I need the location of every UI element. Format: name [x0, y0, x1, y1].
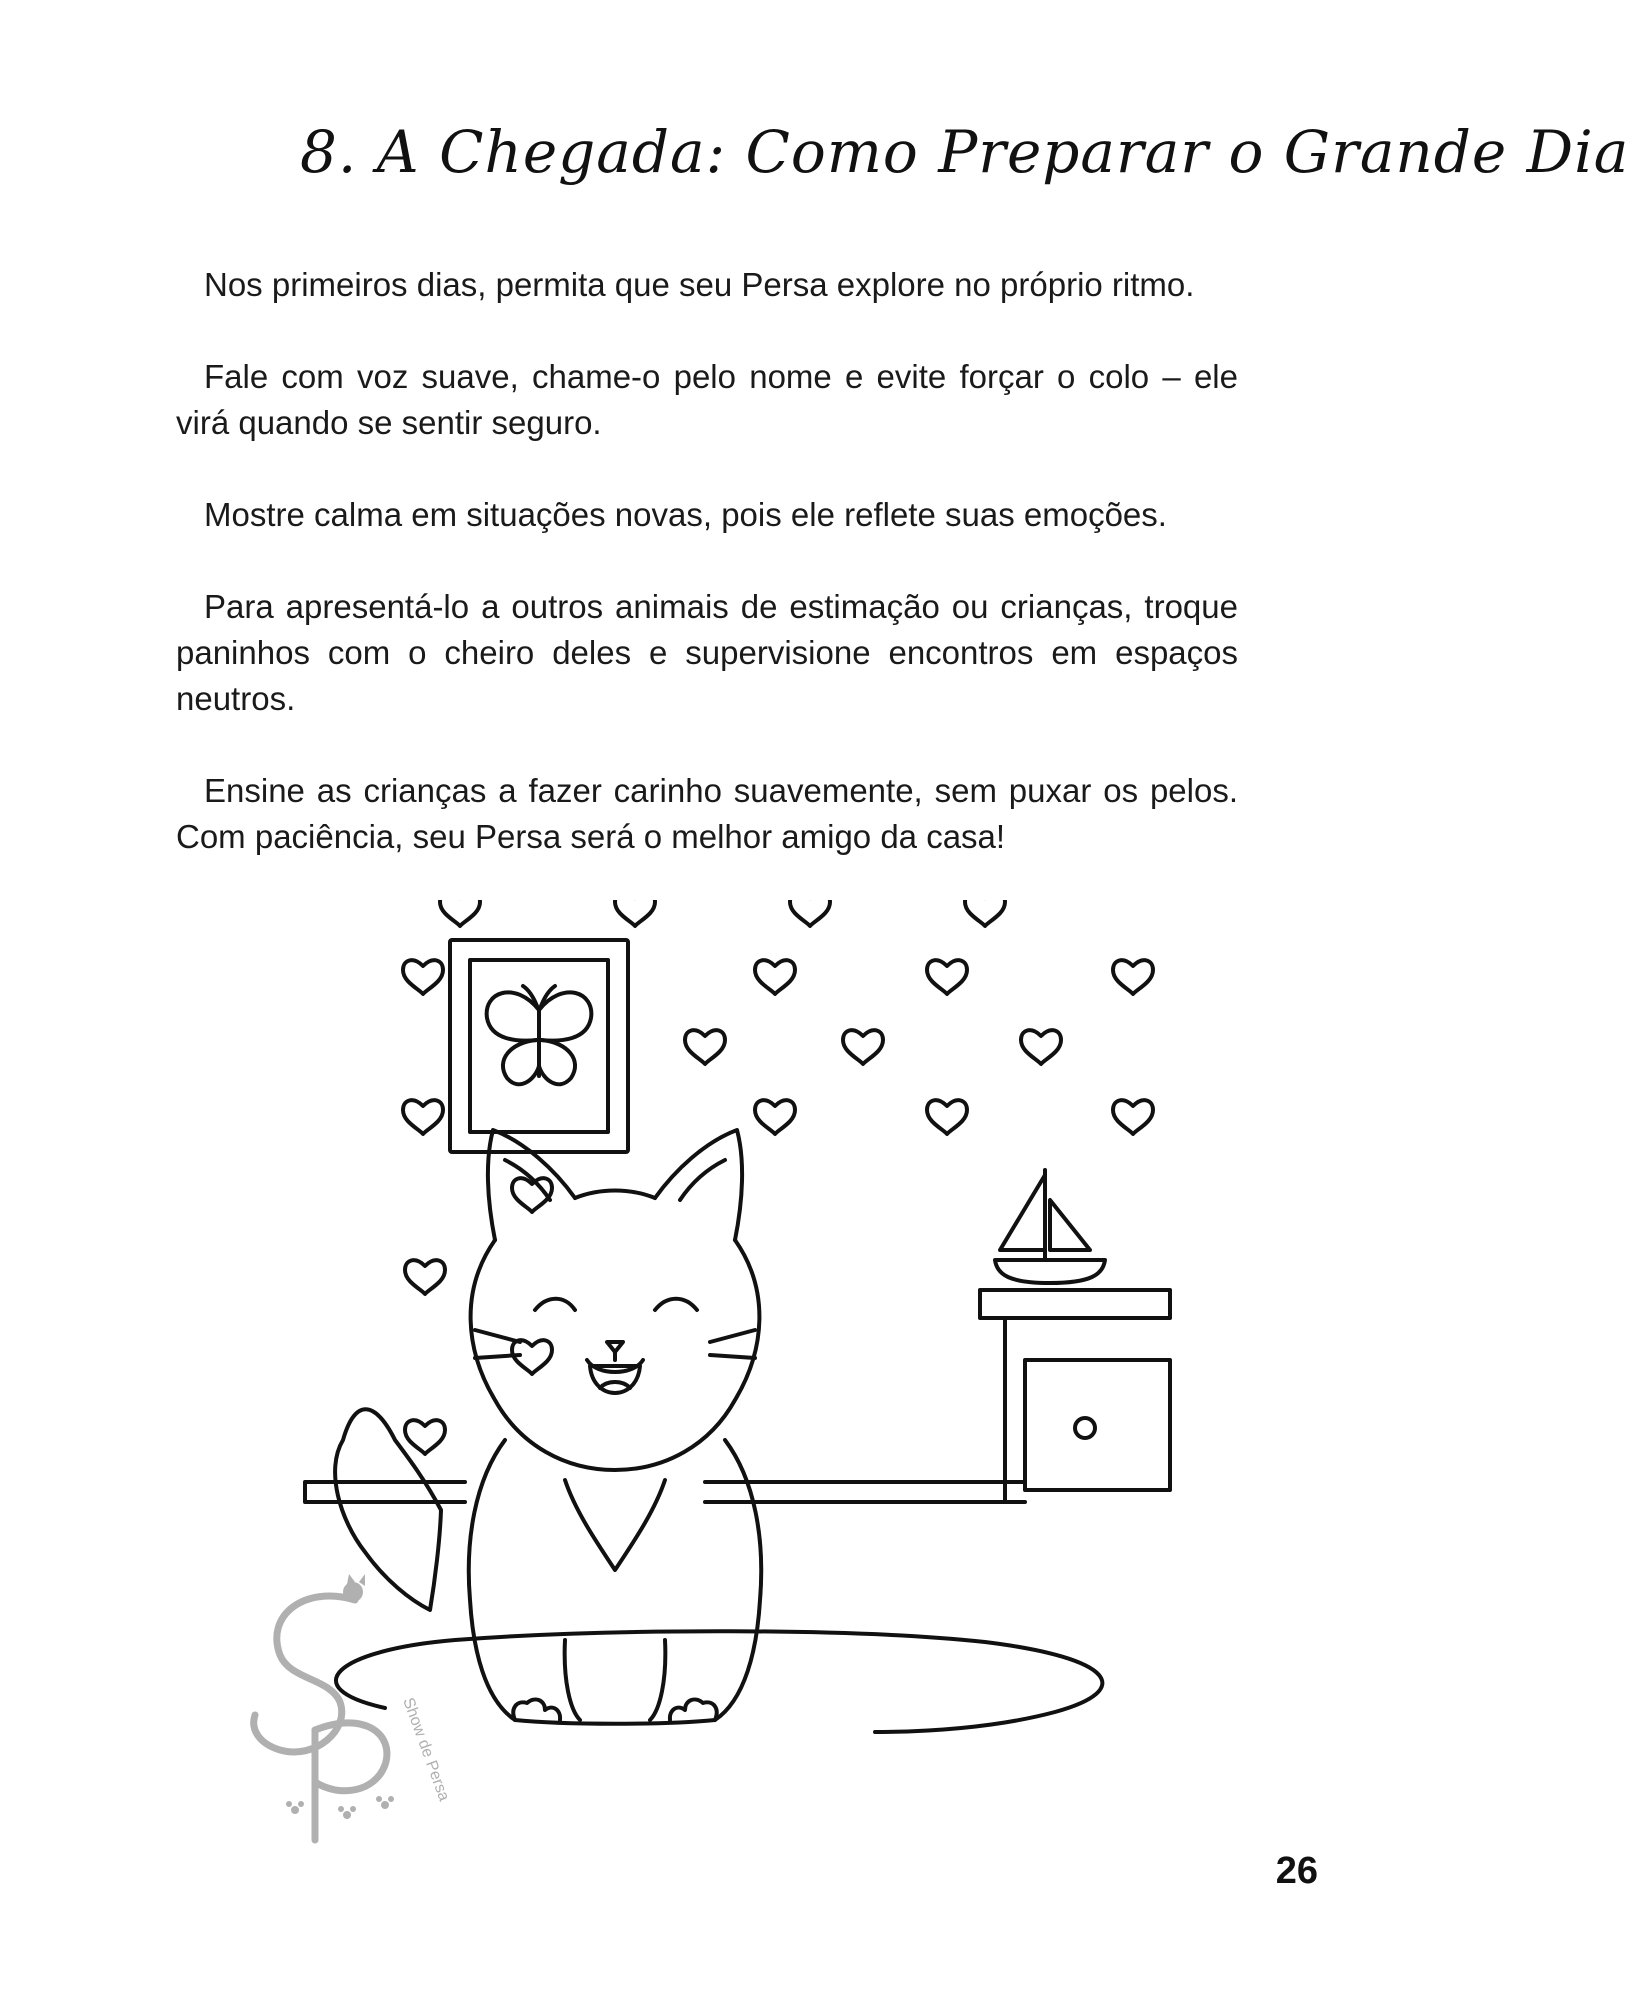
sailboat	[995, 1170, 1105, 1283]
paragraph-2: Fale com voz suave, chame-o pelo nome e evite forçar o colo – ele virá quando se sentir seguro.	[176, 358, 1238, 441]
logo-text: Show de Persa	[399, 1695, 453, 1804]
page-title: 8. A Chegada: Como Preparar o Grande Dia	[300, 118, 1629, 186]
paragraph-4: Para apresentá-lo a outros animais de estimação ou crianças, troque paninhos com o cheiro deles e supervisione encontros em espaços neutros.	[176, 588, 1238, 717]
paragraph-3: Mostre calma em situações novas, pois ele reflete suas emoções.	[204, 496, 1167, 533]
page-number: 26	[1275, 1850, 1318, 1892]
paragraph-5: Ensine as crianças a fazer carinho suavemente, sem puxar os pelos. Com paciência, seu Persa será o melhor amigo da casa!	[176, 772, 1238, 855]
cabinet	[980, 1290, 1170, 1500]
show-de-persa-logo	[235, 1560, 465, 1850]
heart-wallpaper	[403, 892, 1153, 1454]
paragraph-1: Nos primeiros dias, permita que seu Persa explore no próprio ritmo.	[204, 266, 1195, 303]
body-text	[176, 262, 1238, 860]
butterfly-frame	[450, 940, 628, 1152]
